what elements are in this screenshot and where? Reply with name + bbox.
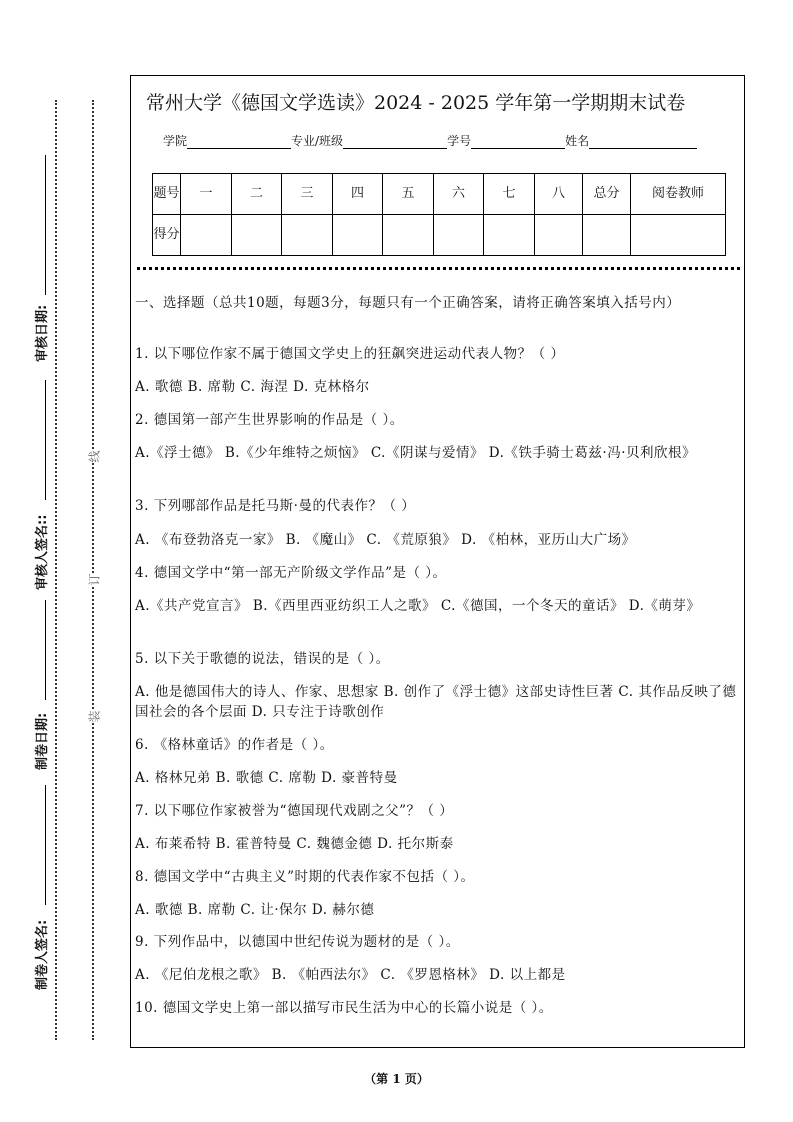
- answer-options: A. 《布登勃洛克一家》 B. 《魔山》 C. 《荒原狼》 D. 《柏林，亚历山大广场》: [135, 532, 636, 548]
- college-label: 学院: [163, 134, 188, 148]
- answer-options: A. 格林兄弟 B. 歌德 C. 席勒 D. 豪普特曼: [135, 770, 398, 786]
- score-cell[interactable]: [631, 215, 726, 256]
- column-header: 六: [434, 174, 484, 215]
- table-row: [153, 174, 726, 215]
- answer-options: A. 歌德 B. 席勒 C. 让·保尔 D. 赫尔德: [135, 902, 375, 918]
- binding-char-bind: 装: [87, 710, 102, 723]
- column-header: 总分: [583, 174, 631, 215]
- signature-line: [45, 155, 46, 295]
- major-field[interactable]: [343, 136, 447, 149]
- student-info: [163, 132, 697, 149]
- score-cell[interactable]: [583, 215, 631, 256]
- signature-line: [45, 600, 46, 700]
- binding-char-line: 线: [87, 450, 102, 463]
- score-cell[interactable]: [434, 215, 484, 256]
- score-cell[interactable]: [383, 215, 434, 256]
- answer-options: A. 歌德 B. 席勒 C. 海涅 D. 克林格尔: [135, 379, 370, 395]
- question: 6. 《格林童话》的作者是（ ）。: [135, 737, 334, 753]
- author-date-label: 制卷日期:: [35, 712, 50, 770]
- score-cell[interactable]: [484, 215, 535, 256]
- score-table: [152, 173, 726, 256]
- page-number: （第 1 页）: [364, 1072, 429, 1086]
- review-date-label: 审核日期:: [35, 304, 50, 362]
- name-label: 姓名: [565, 134, 590, 148]
- score-cell[interactable]: [232, 215, 282, 256]
- binding-dotted-line: [92, 100, 94, 1040]
- score-cell[interactable]: [333, 215, 383, 256]
- binding-dotted-line: [55, 100, 57, 1040]
- question: 8. 德国文学中“古典主义”时期的代表作家不包括（ ）。: [135, 869, 475, 885]
- signature-line: [45, 785, 46, 905]
- question: 7. 以下哪位作家被誉为“德国现代戏剧之父”？（ ）: [135, 803, 454, 819]
- question: 10. 德国文学史上第一部以描写市民生活为中心的长篇小说是（ ）。: [135, 1000, 553, 1016]
- section-heading: 一、选择题（总共10题，每题3分，每题只有一个正确答案，请将正确答案填入括号内）: [135, 295, 681, 311]
- major-label: 专业/班级: [291, 134, 344, 148]
- answer-options: A.《共产党宣言》 B.《西里西亚纺织工人之歌》 C.《德国，一个冬天的童话》 D.《萌芽》: [135, 598, 701, 614]
- page-title: 常州大学《德国文学选读》2024 - 2025 学年第一学期期末试卷: [146, 92, 686, 114]
- column-header: 三: [282, 174, 333, 215]
- reviewer-signature-label: 审核人签名::: [35, 514, 50, 590]
- column-header: 五: [383, 174, 434, 215]
- question: 9. 下列作品中，以德国中世纪传说为题材的是（ ）。: [135, 934, 460, 950]
- answer-options: A.《浮士德》 B.《少年维特之烦恼》 C.《阴谋与爱情》 D.《铁手骑士葛兹·冯·贝利欣根》: [135, 445, 696, 461]
- answer-options: A. 他是德国伟大的诗人、作家、思想家 B. 创作了《浮士德》这部史诗性巨著 C. 其作品反映了德国社会的各个层面 D. 只专注于诗歌创作: [135, 684, 737, 720]
- signature-line: [45, 380, 46, 500]
- column-header: 二: [232, 174, 282, 215]
- question: 3. 下列哪部作品是托马斯·曼的代表作？（ ）: [135, 498, 416, 514]
- author-signature-label: 制卷人签名:: [35, 919, 50, 990]
- column-header: 四: [333, 174, 383, 215]
- college-field[interactable]: [187, 136, 291, 149]
- binding-char-staple: 订: [87, 573, 102, 586]
- question: 5. 以下关于歌德的说法，错误的是（ ）。: [135, 651, 390, 667]
- column-header: 八: [535, 174, 583, 215]
- name-field[interactable]: [589, 136, 697, 149]
- question: 2. 德国第一部产生世界影响的作品是（ ）。: [135, 412, 404, 428]
- column-header: 阅卷教师: [631, 174, 726, 215]
- student-id-label: 学号: [447, 134, 472, 148]
- row-label: 题号: [153, 174, 181, 215]
- row-label: 得分: [153, 215, 181, 256]
- dotted-divider: [137, 267, 740, 270]
- answer-options: A. 《尼伯龙根之歌》 B. 《帕西法尔》 C. 《罗恩格林》 D. 以上都是: [135, 967, 566, 983]
- student-id-field[interactable]: [471, 136, 565, 149]
- score-cell[interactable]: [535, 215, 583, 256]
- score-cell[interactable]: [181, 215, 232, 256]
- answer-options: A. 布莱希特 B. 霍普特曼 C. 魏德金德 D. 托尔斯泰: [135, 836, 454, 852]
- score-cell[interactable]: [282, 215, 333, 256]
- column-header: 一: [181, 174, 232, 215]
- column-header: 七: [484, 174, 535, 215]
- table-row: [153, 215, 726, 256]
- question: 4. 德国文学中“第一部无产阶级文学作品”是（ ）。: [135, 565, 447, 581]
- question: 1. 以下哪位作家不属于德国文学史上的狂飙突进运动代表人物？（ ）: [135, 346, 565, 362]
